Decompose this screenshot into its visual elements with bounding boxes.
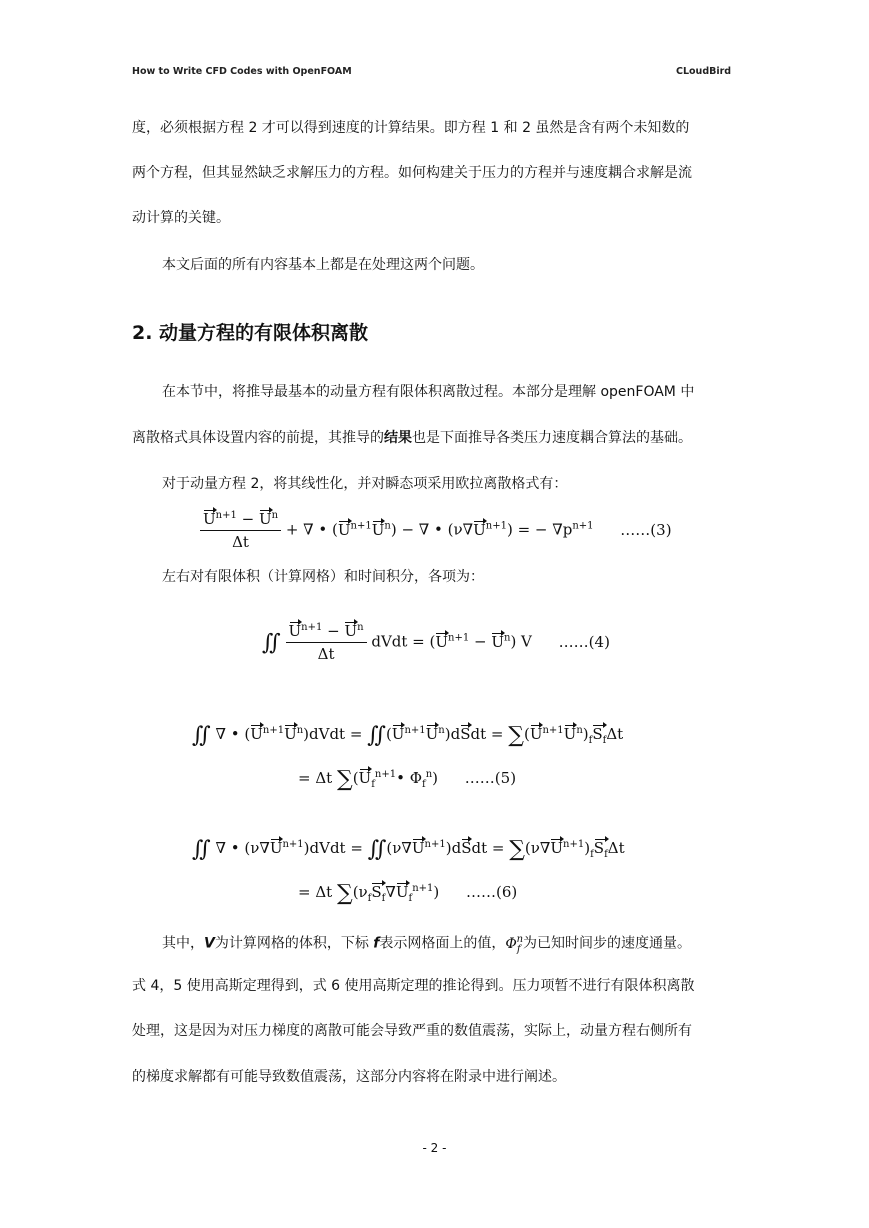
paragraph-line: 左右对有限体积（计算网格）和时间积分，各项为：: [162, 569, 484, 585]
paragraph-line: 本文后面的所有内容基本上都是在处理这两个问题。: [162, 257, 484, 273]
section-heading: 2. 动量方程的有限体积离散: [132, 322, 369, 344]
equation-5-line-2: = Δt $\sum(U_f^{n+1}•$ $\Phi_f^n$) ……(5): [298, 767, 517, 792]
fraction: $\frac{U^{n+1} - U^n}{\Delta t}$: [286, 622, 367, 663]
equation-3: $\frac{U^{n+1} - U^n}{\Delta t}$ + ∇ • $(U^{n+1}U^n)$ − ∇ • $(\nu\nabla U^{n+1})$ = − $\nabla p^{n+1}$ ……(3): [200, 510, 672, 551]
math-symbol-phi: $\Phi_f^n$: [505, 934, 524, 955]
equation-6-line-2: = Δt $\sum(\nu_fS_f\nabla U_f^{n+1})$ ……(6): [298, 881, 518, 906]
paragraph-line: 式 4，5 使用高斯定理得到，式 6 使用高斯定理的推论得到。压力项暂不进行有限体积离散: [132, 978, 695, 994]
equation-6-line-1: ∬ ∇ • $(\nu\nabla U^{n+1})dVdt$ = $∬(\nu\nabla U^{n+1})dSdt = \sum(\nu\nabla U^{n+1})_fS_f\Delta t$: [192, 837, 625, 862]
equation-number: ……(6): [466, 883, 518, 901]
text-run: 也是下面推导各类压力速度耦合算法的基础。: [412, 430, 692, 446]
paragraph-line: 的梯度求解都有可能导致数值震荡，这部分内容将在附录中进行阐述。: [132, 1069, 566, 1085]
paragraph-line: 在本节中，将推导最基本的动量方程有限体积离散过程。本部分是理解 openFOAM 中: [162, 384, 695, 400]
paragraph-line: 对于动量方程 2，将其线性化，并对瞬态项采用欧拉离散格式有：: [162, 476, 568, 492]
math-symbol-f: f: [373, 935, 380, 952]
equation-4: ∬ $\frac{U^{n+1} - U^n}{\Delta t}$ dVdt = $(U^{n+1} - U^n)$ V ……(4): [262, 622, 610, 663]
text-run: 离散格式具体设置内容的前提，其推导的: [132, 430, 384, 446]
text-run: 为计算网格的体积，下标: [214, 935, 374, 952]
equation-number: ……(3): [620, 520, 672, 539]
paragraph-line: 处理，这是因为对压力梯度的离散可能会导致严重的数值震荡，实际上，动量方程右侧所有: [132, 1023, 692, 1039]
fraction: $\frac{U^{n+1} - U^n}{\Delta t}$: [200, 510, 281, 551]
paragraph-line: [132, 428, 742, 448]
header-author: CLoudBird: [676, 66, 732, 77]
equation-number: ……(4): [558, 632, 610, 651]
text-run: 为已知时间步的速度通量。: [523, 935, 692, 952]
text-run: 其中，: [162, 935, 204, 952]
math-symbol-v: V: [204, 935, 215, 952]
paragraph-line: 度，必须根据方程 2 才可以得到速度的计算结果。即方程 1 和 2 虽然是含有两个未知数的: [132, 120, 690, 136]
paragraph-line: 两个方程，但其显然缺乏求解压力的方程。如何构建关于压力的方程并与速度耦合求解是流: [132, 165, 692, 181]
bold-text: 结果: [384, 430, 412, 446]
equation-5-line-1: ∬ ∇ • $(U^{n+1}U^n)dVdt$ = $∬(U^{n+1}U^n)dSdt = \sum(U^{n+1}U^n)_fS_f\Delta t$: [192, 723, 624, 748]
paragraph-line: 动计算的关键。: [132, 210, 230, 226]
page-number: - 2 -: [422, 1141, 447, 1155]
text-run: 表示网格面上的值，: [379, 935, 506, 952]
header-title: How to Write CFD Codes with OpenFOAM: [132, 66, 352, 77]
paragraph-line: [162, 930, 772, 959]
equation-number: ……(5): [464, 769, 517, 787]
